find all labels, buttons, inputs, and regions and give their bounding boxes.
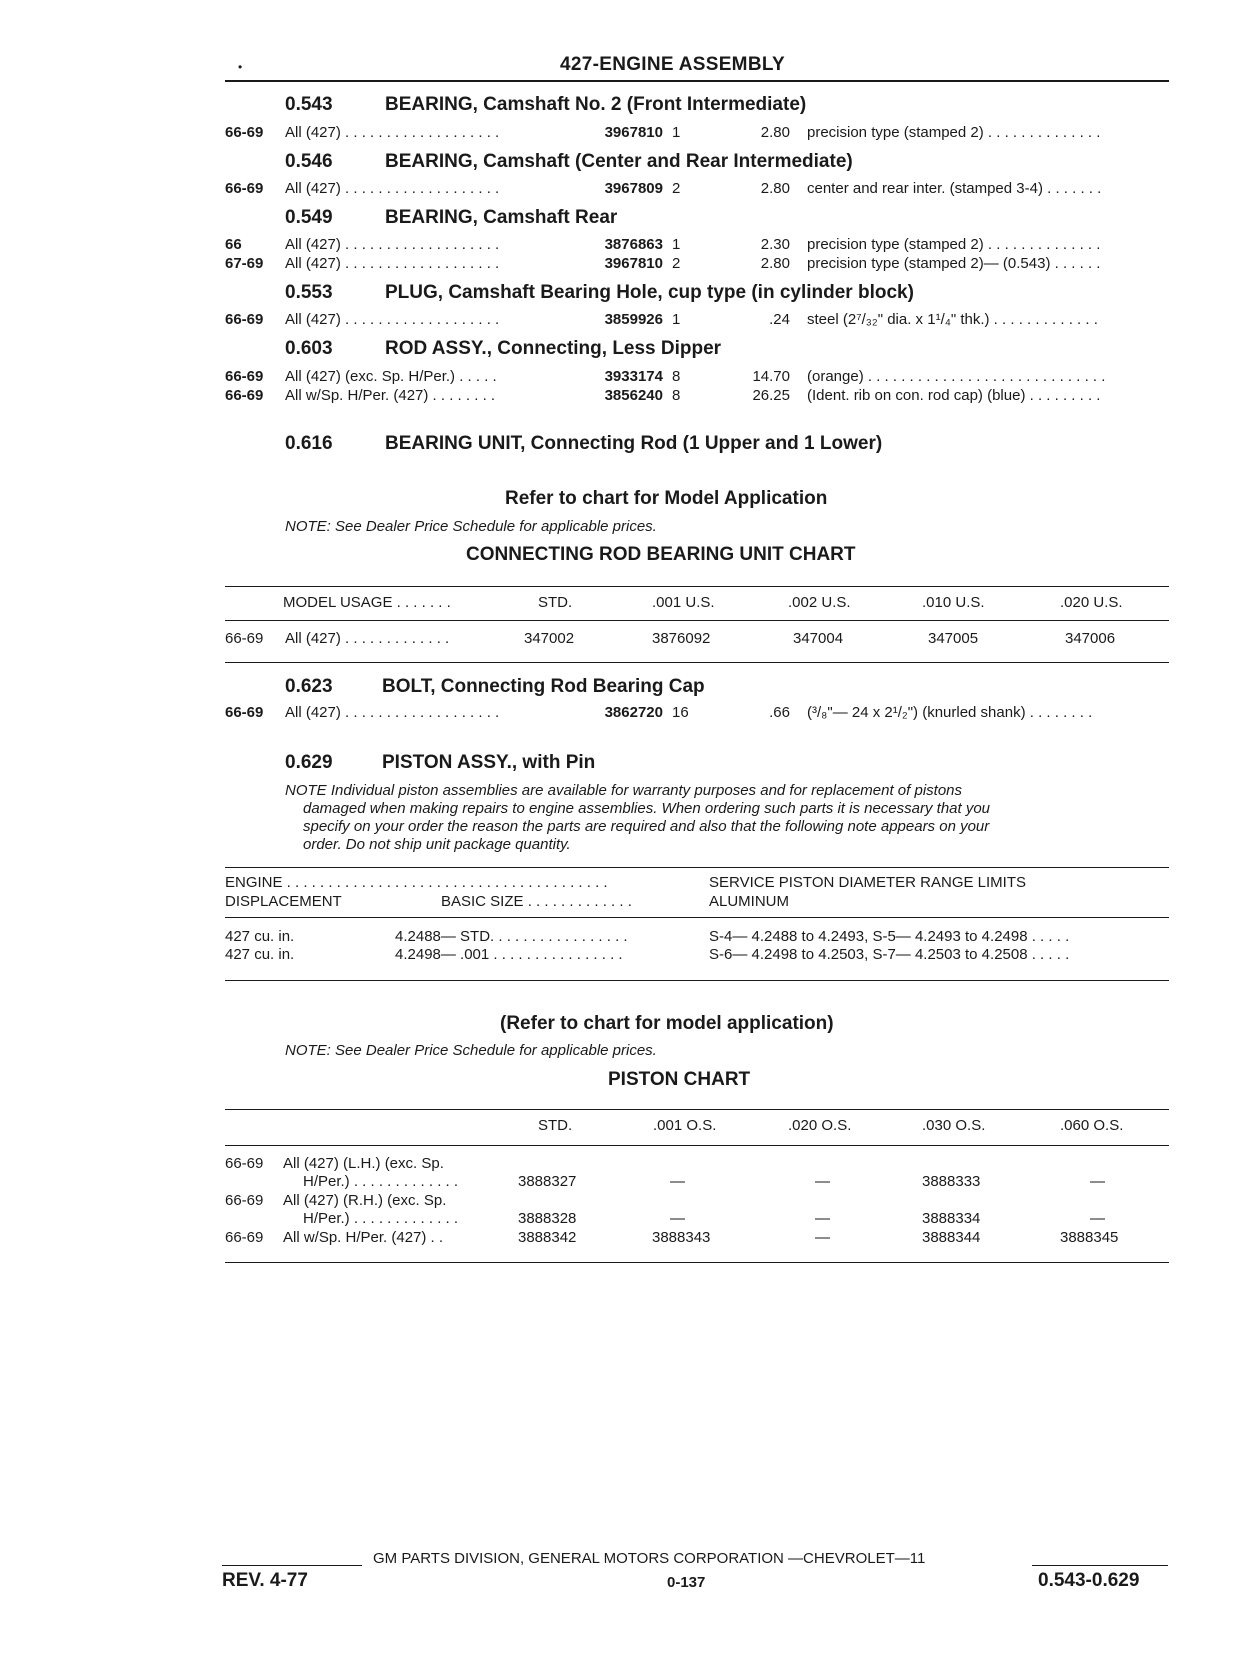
chart-title: CONNECTING ROD BEARING UNIT CHART [466,544,856,565]
price: .24 [769,311,790,328]
part-row [225,387,1185,406]
part-number: 3859926 [604,311,663,328]
table-rule [225,1262,1169,1263]
table-rule [225,867,1169,868]
table-cell: 3888342 [518,1229,577,1246]
quantity: 1 [672,124,681,141]
header-rule [225,80,1169,82]
part-number: 3967810 [604,124,663,141]
chart-refer-text: Refer to chart for Model Application [505,488,828,509]
table-cell: 3888333 [922,1173,981,1190]
page-title: 427-ENGINE ASSEMBLY [560,54,785,75]
part-row [225,124,1185,143]
table-cell: 3888345 [1060,1229,1119,1246]
quantity: 1 [672,236,681,253]
remarks: precision type (stamped 2) . . . . . . . . . . . . . . [807,236,1101,253]
header-dot: • [238,60,243,74]
section-title: BEARING, Camshaft No. 2 (Front Intermediate) [385,94,807,115]
quantity: 1 [672,311,681,328]
column-header: .001 O.S. [653,1117,717,1134]
remarks: (orange) . . . . . . . . . . . . . . . . . . . . . . . . . . . . . [807,368,1106,385]
part-number: 3856240 [604,387,663,404]
table-rule [225,620,1169,621]
column-header: .030 O.S. [922,1117,986,1134]
model-description: All (427) . . . . . . . . . . . . . [285,630,450,647]
section-title: BOLT, Connecting Rod Bearing Cap [382,676,705,697]
remarks: (Ident. rib on con. rod cap) (blue) . . . . . . . . . [807,387,1101,404]
part-row [225,236,1185,255]
table-cell: — [1090,1173,1105,1190]
table-cell: 3888327 [518,1173,577,1190]
remarks: steel (2⁷/₃₂" dia. x 1¹/₄" thk.) . . . . . . . . . . . . . [807,311,1098,328]
table-cell: 3888334 [922,1210,981,1227]
column-header: .010 U.S. [922,594,985,611]
model-description: All (427) . . . . . . . . . . . . . . . . . . . [285,311,500,328]
warranty-note: specify on your order the reason the parts are required and also that the following note appears on your [303,818,990,835]
section-title: PLUG, Camshaft Bearing Hole, cup type (in cylinder block) [385,282,914,303]
model-description: All (427) . . . . . . . . . . . . . . . . . . . [285,236,500,253]
table-cell: 427 cu. in. [225,946,295,963]
column-header: SERVICE PISTON DIAMETER RANGE LIMITS [709,874,1027,891]
remarks: precision type (stamped 2)— (0.543) . . . . . . [807,255,1101,272]
model-description: H/Per.) . . . . . . . . . . . . . [303,1173,459,1190]
table-rule [225,1145,1169,1146]
model-year: 66-69 [225,311,264,328]
table-cell: 3876092 [652,630,711,647]
section-number: 0.629 [285,752,333,773]
part-row [225,311,1185,330]
section-number: 0.546 [285,151,333,172]
table-cell: 427 cu. in. [225,928,295,945]
model-description: All w/Sp. H/Per. (427) . . [283,1229,444,1246]
model-description: All (427) . . . . . . . . . . . . . . . . . . . [285,704,500,721]
section-title: BEARING, Camshaft Rear [385,207,618,228]
revision-label: REV. 4-77 [222,1570,308,1591]
part-row [225,368,1185,387]
column-header: .020 U.S. [1060,594,1123,611]
warranty-note: damaged when making repairs to engine assemblies. When ordering such parts it is necessary that you [303,800,991,817]
warranty-note: order. Do not ship unit package quantity. [303,836,571,853]
section-number: 0.623 [285,676,333,697]
model-description: All (427) (exc. Sp. H/Per.) . . . . . [285,368,497,385]
table-rule [225,1109,1169,1110]
column-header: .002 U.S. [788,594,851,611]
footer-rule [1032,1565,1168,1566]
table-cell: 3888328 [518,1210,577,1227]
model-year: 67-69 [225,255,264,272]
model-year: 66-69 [225,124,264,141]
table-cell: 3888343 [652,1229,711,1246]
table-rule [225,917,1169,918]
column-header: STD. [538,594,573,611]
section-0623 [225,676,1185,736]
model-year: 66-69 [225,704,264,721]
part-number: 3876863 [604,236,663,253]
footer-corporation: GM PARTS DIVISION, GENERAL MOTORS CORPORATION —CHEVROLET—11 [373,1550,926,1567]
table-cell: — [1090,1210,1105,1227]
chart-title: PISTON CHART [608,1069,751,1090]
table-cell: S-4— 4.2488 to 4.2493, S-5— 4.2493 to 4.2498 . . . . . [709,928,1070,945]
model-description: All w/Sp. H/Per. (427) . . . . . . . . [285,387,496,404]
model-year: 66-69 [225,1192,264,1209]
quantity: 2 [672,255,681,272]
quantity: 16 [672,704,689,721]
column-header: .001 U.S. [652,594,715,611]
section-number: 0.616 [285,433,333,454]
section-number: 0.549 [285,207,333,228]
column-header: DISPLACEMENT [225,893,342,910]
column-header: ENGINE . . . . . . . . . . . . . . . . . . . . . . . . . . . . . . . . . . . . . . . [225,874,608,891]
chart-refer-text: (Refer to chart for model application) [500,1013,834,1034]
column-header: .020 O.S. [788,1117,852,1134]
model-year: 66-69 [225,180,264,197]
part-row [225,255,1185,274]
remarks: (³/₈"— 24 x 2¹/₂") (knurled shank) . . . . . . . . [807,704,1093,721]
table-cell: 347006 [1065,630,1116,647]
model-description: All (427) . . . . . . . . . . . . . . . . . . . [285,255,500,272]
quantity: 8 [672,368,681,385]
part-number: 3967810 [604,255,663,272]
model-year: 66-69 [225,630,264,647]
table-cell: 347005 [928,630,979,647]
page-number: 0-137 [667,1574,706,1591]
section-number: 0.603 [285,338,333,359]
model-description: All (427) . . . . . . . . . . . . . . . . . . . [285,180,500,197]
section-number: 0.553 [285,282,333,303]
model-year: 66-69 [225,1229,264,1246]
section-range: 0.543-0.629 [1038,1570,1140,1591]
column-header: BASIC SIZE . . . . . . . . . . . . . [441,893,632,910]
table-cell: S-6— 4.2498 to 4.2503, S-7— 4.2503 to 4.2508 . . . . . [709,946,1070,963]
warranty-note: NOTE Individual piston assemblies are available for warranty purposes and for replacement of pistons [285,782,963,799]
price: 2.80 [760,255,790,272]
part-number: 3933174 [604,368,663,385]
part-number: 3862720 [604,704,663,721]
quantity: 2 [672,180,681,197]
table-cell: 4.2488— STD. . . . . . . . . . . . . . . . . [395,928,628,945]
table-cell: 347004 [793,630,844,647]
price-note: NOTE: See Dealer Price Schedule for applicable prices. [285,518,657,535]
column-header: STD. [538,1117,573,1134]
table-cell: — [815,1210,830,1227]
table-cell: 347002 [524,630,575,647]
table-cell: — [670,1210,685,1227]
table-cell: — [815,1173,830,1190]
column-header: MODEL USAGE . . . . . . . [283,594,451,611]
remarks: center and rear inter. (stamped 3-4) . . . . . . . [807,180,1102,197]
section-title: ROD ASSY., Connecting, Less Dipper [385,338,722,359]
section-title: BEARING, Camshaft (Center and Rear Intermediate) [385,151,853,172]
table-cell: — [815,1229,830,1246]
remarks: precision type (stamped 2) . . . . . . . . . . . . . . [807,124,1101,141]
table-cell: 3888344 [922,1229,981,1246]
model-description: All (427) . . . . . . . . . . . . . . . . . . . [285,124,500,141]
part-number: 3967809 [604,180,663,197]
model-year: 66-69 [225,387,264,404]
price: 2.30 [760,236,790,253]
table-rule [225,980,1169,981]
section-number: 0.543 [285,94,333,115]
model-description: All (427) (L.H.) (exc. Sp. [283,1155,444,1172]
section-title: BEARING UNIT, Connecting Rod (1 Upper and 1 Lower) [385,433,883,454]
model-year: 66 [225,236,242,253]
part-row [225,180,1185,199]
part-row [225,704,1185,723]
column-header: ALUMINUM [709,893,790,910]
table-rule [225,662,1169,663]
price: 26.25 [752,387,790,404]
footer-rule [222,1565,362,1566]
model-description: All (427) (R.H.) (exc. Sp. [283,1192,447,1209]
model-year: 66-69 [225,368,264,385]
table-rule [225,586,1169,587]
price: 2.80 [760,124,790,141]
model-description: H/Per.) . . . . . . . . . . . . . [303,1210,459,1227]
price-note: NOTE: See Dealer Price Schedule for applicable prices. [285,1042,657,1059]
table-cell: — [670,1173,685,1190]
table-cell: 4.2498— .001 . . . . . . . . . . . . . . . . [395,946,623,963]
section-title: PISTON ASSY., with Pin [382,752,596,773]
price: 2.80 [760,180,790,197]
price: 14.70 [752,368,790,385]
model-year: 66-69 [225,1155,264,1172]
column-header: .060 O.S. [1060,1117,1124,1134]
quantity: 8 [672,387,681,404]
price: .66 [769,704,790,721]
